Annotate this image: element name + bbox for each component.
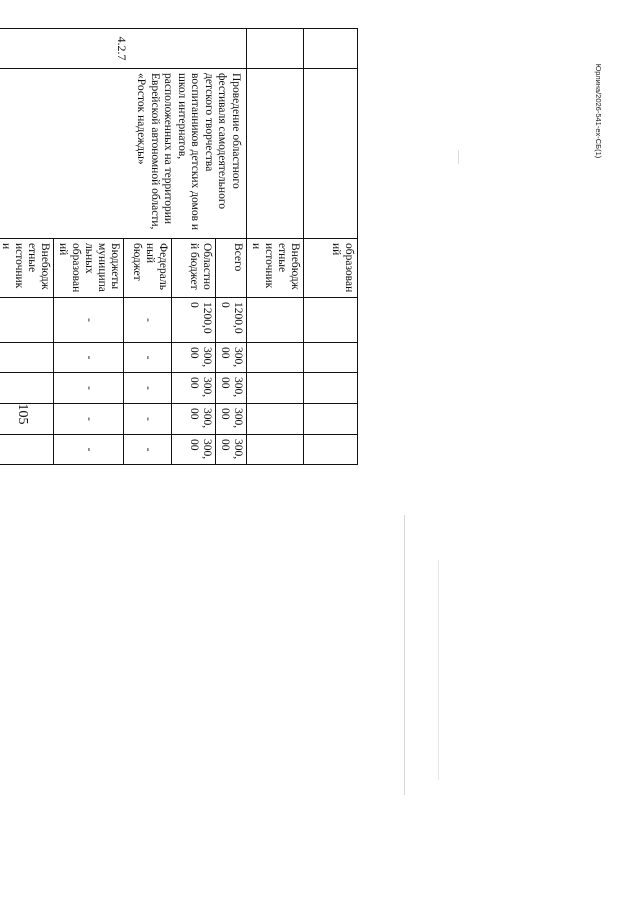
scan-artifact [438, 560, 439, 780]
value-cell: - [54, 298, 124, 343]
value-cell [247, 404, 304, 435]
value-cell: 1200,00 [172, 298, 216, 343]
value-cell [304, 435, 358, 465]
value-cell: 300,00 [172, 435, 216, 465]
value-cell [304, 404, 358, 435]
value-cell [0, 435, 54, 465]
value-cell: 1200,00 [216, 298, 247, 343]
source-cell: Федеральный бюджет [124, 239, 172, 298]
source-cell: Бюджеты муниципальных образований [54, 239, 124, 298]
value-cell: - [124, 373, 172, 404]
value-cell [247, 435, 304, 465]
source-cell: Всего [216, 239, 247, 298]
item-title: Проведение областного фестиваля самодеятельного детского творчества воспитанников детских домов и школ интернатов, расположенных на территории Еврейской автономной области, «Росток надежды» [0, 69, 247, 239]
value-cell: 300,00 [172, 404, 216, 435]
value-cell [247, 343, 304, 373]
value-cell: - [124, 435, 172, 465]
item-number: 4.2.7 [0, 29, 247, 69]
value-cell: 300,00 [216, 373, 247, 404]
table-row [304, 29, 358, 465]
table-row [247, 29, 304, 465]
source-cell: Областной бюджет [172, 239, 216, 298]
source-cell: Внебюджетные источники [247, 239, 304, 298]
value-cell [0, 404, 54, 435]
source-cell: образований [304, 239, 358, 298]
value-cell [247, 298, 304, 343]
value-cell: 300,00 [172, 343, 216, 373]
value-cell: - [54, 343, 124, 373]
source-cell: Внебюджетные источники [0, 239, 54, 298]
value-cell [247, 373, 304, 404]
item-title-cell [304, 69, 358, 239]
value-cell: - [124, 404, 172, 435]
budget-table [0, 28, 358, 465]
value-cell: 300,00 [216, 343, 247, 373]
document-id-note: Юрлина/2026-541-ex-СБ(1) [594, 63, 603, 159]
value-cell: 300,00 [172, 373, 216, 404]
item-title-cell [247, 69, 304, 239]
scan-artifact [404, 515, 405, 795]
value-cell: - [54, 404, 124, 435]
table-row [216, 29, 247, 465]
page-number: 105 [15, 403, 30, 425]
value-cell [304, 343, 358, 373]
value-cell [0, 298, 54, 343]
value-cell [304, 373, 358, 404]
value-cell: - [54, 373, 124, 404]
value-cell: 300,00 [216, 404, 247, 435]
value-cell: 300,00 [216, 435, 247, 465]
value-cell: - [54, 435, 124, 465]
value-cell: - [124, 343, 172, 373]
value-cell: - [124, 298, 172, 343]
item-number-cell [304, 29, 358, 69]
value-cell [304, 298, 358, 343]
item-number-cell [247, 29, 304, 69]
value-cell [0, 373, 54, 404]
scan-artifact [458, 150, 459, 164]
value-cell [0, 343, 54, 373]
